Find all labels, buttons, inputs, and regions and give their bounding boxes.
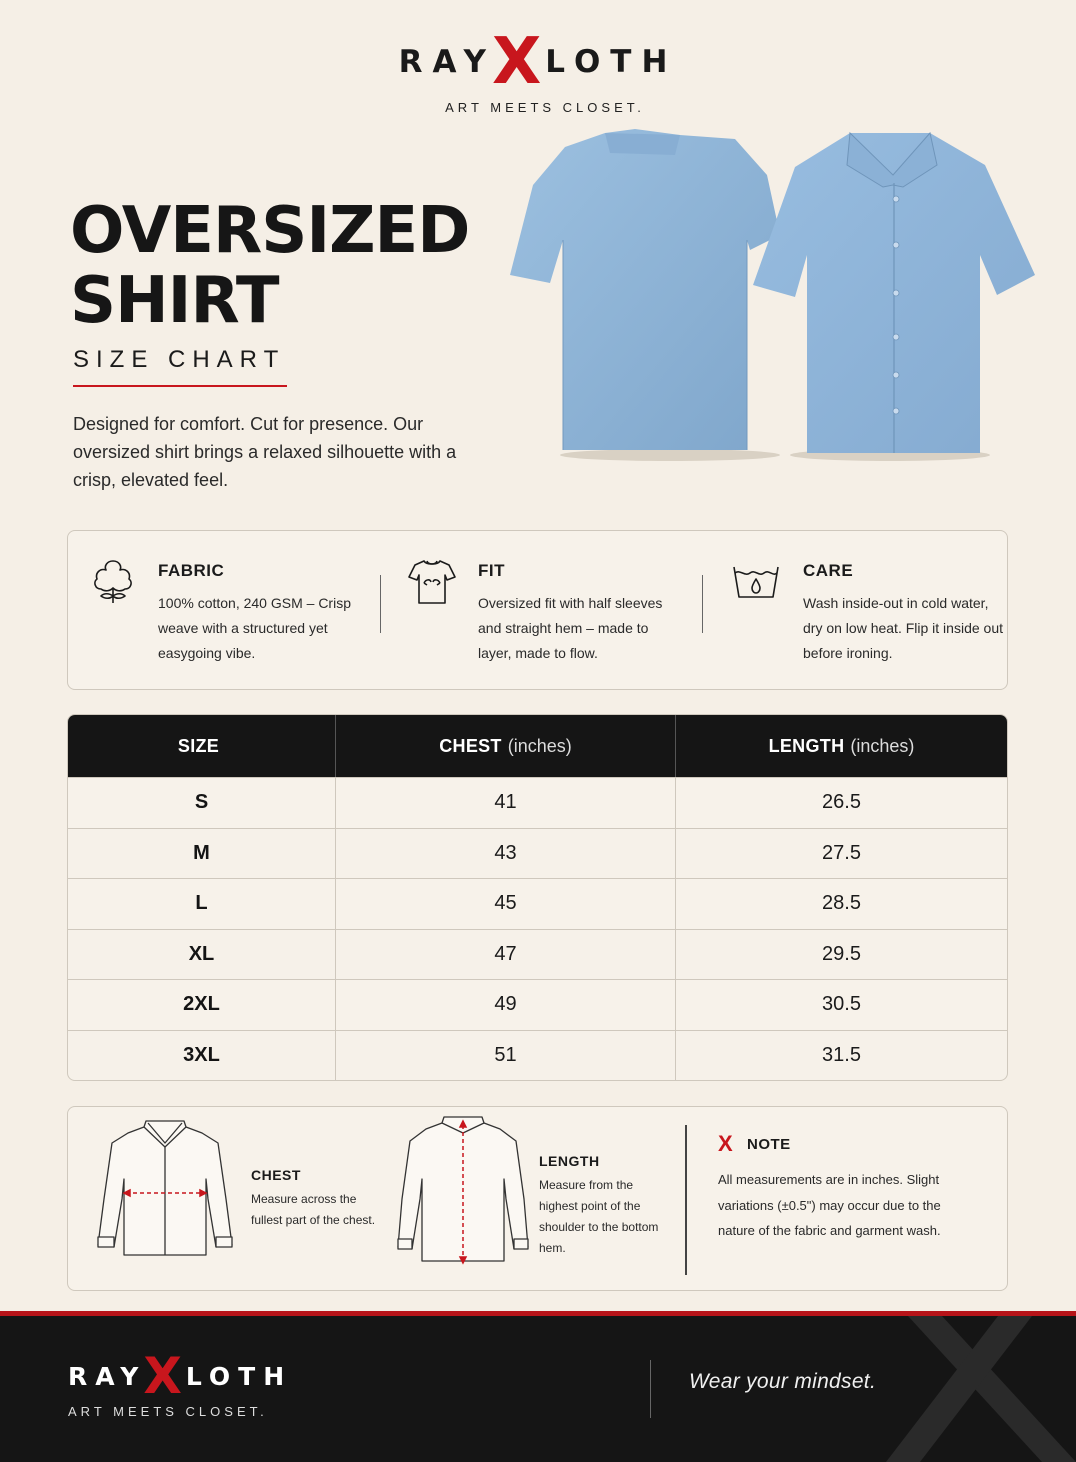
table-row bbox=[68, 929, 1007, 980]
chest-measure-diagram bbox=[92, 1119, 238, 1261]
note-title: NOTE bbox=[747, 1136, 791, 1153]
footer-logo bbox=[68, 1347, 293, 1419]
size-cell: 3XL bbox=[68, 1031, 336, 1081]
table-header bbox=[68, 715, 1007, 777]
table-row bbox=[68, 979, 1007, 1030]
chest-cell: 47 bbox=[336, 930, 676, 980]
footer-tagline: Wear your mindset. bbox=[689, 1370, 877, 1393]
table-row bbox=[68, 878, 1007, 929]
shirt-product-image bbox=[505, 125, 1045, 465]
header-chest bbox=[336, 715, 676, 777]
chest-cell: 49 bbox=[336, 980, 676, 1030]
measure-guide bbox=[67, 1106, 1008, 1291]
brand-name-left: RAY bbox=[398, 44, 496, 80]
table-row bbox=[68, 828, 1007, 879]
wash-care-icon bbox=[731, 555, 781, 607]
length-text: Measure from the highest point of the shoulder to the bottom hem. bbox=[539, 1178, 659, 1255]
header-length-unit: (inches) bbox=[850, 735, 915, 756]
chest-text: Measure across the fullest part of the chest. bbox=[251, 1192, 376, 1227]
table-row bbox=[68, 777, 1007, 828]
footer-brand-right: LOTH bbox=[185, 1361, 293, 1391]
header-size-label: SIZE bbox=[177, 735, 220, 756]
size-cell: XL bbox=[68, 930, 336, 980]
chest-cell: 41 bbox=[336, 778, 676, 828]
header-length-label: LENGTH bbox=[768, 735, 845, 756]
title-line-2: SHIRT bbox=[70, 264, 279, 338]
shirt-back-view bbox=[510, 129, 780, 461]
tshirt-fit-icon bbox=[407, 555, 457, 607]
feature-fit-text: Oversized fit with half sleeves and straight hem – made to layer, made to flow. bbox=[478, 595, 663, 661]
intro-text: Designed for comfort. Cut for presence. Our oversized shirt brings a relaxed silhouette with a crisp, elevated feel. bbox=[73, 414, 457, 490]
header-size bbox=[68, 715, 336, 777]
length-cell: 26.5 bbox=[822, 791, 861, 814]
feature-care-text: Wash inside-out in cold water, dry on low heat. Flip it inside out before ironing. bbox=[803, 595, 1003, 661]
note-text: All measurements are in inches. Slight variations (±0.5") may occur due to the nature of the fabric and garment wash. bbox=[718, 1172, 941, 1238]
feature-fabric bbox=[68, 531, 380, 691]
page-subtitle: SIZE CHART bbox=[73, 346, 286, 373]
header-chest-label: CHEST bbox=[439, 735, 502, 756]
length-cell: 31.5 bbox=[822, 1043, 861, 1066]
brand-tagline: ART MEETS CLOSET. bbox=[445, 100, 645, 115]
chest-cell: 51 bbox=[336, 1031, 676, 1081]
footer-divider bbox=[650, 1360, 651, 1418]
table-row bbox=[68, 1030, 1007, 1081]
feature-care bbox=[703, 531, 1008, 691]
title-line-1: OVERSIZED bbox=[70, 194, 470, 268]
length-measure-diagram bbox=[394, 1115, 532, 1267]
feature-fit bbox=[381, 531, 702, 691]
cotton-icon bbox=[88, 555, 138, 607]
size-chart-table bbox=[67, 714, 1008, 1081]
brand-name-right: LOTH bbox=[545, 44, 678, 80]
page-title bbox=[70, 196, 469, 336]
brand-x-mark: X bbox=[491, 25, 542, 99]
measure-divider bbox=[685, 1125, 687, 1275]
brand-logo bbox=[0, 25, 1076, 115]
chest-title: CHEST bbox=[251, 1167, 301, 1183]
title-underline bbox=[73, 385, 287, 387]
length-cell: 28.5 bbox=[822, 892, 861, 915]
size-cell: M bbox=[68, 829, 336, 879]
length-cell: 27.5 bbox=[822, 841, 861, 864]
footer bbox=[0, 1316, 1076, 1462]
footer-brand-left: RAY bbox=[68, 1361, 147, 1391]
header-chest-unit: (inches) bbox=[507, 735, 572, 756]
size-cell: L bbox=[68, 879, 336, 929]
shirt-front-view bbox=[753, 133, 1035, 461]
length-cell: 30.5 bbox=[822, 993, 861, 1016]
footer-brand-x: X bbox=[143, 1347, 182, 1405]
feature-fabric-text: 100% cotton, 240 GSM – Crisp weave with a structured yet easygoing vibe. bbox=[158, 595, 351, 661]
size-cell: 2XL bbox=[68, 980, 336, 1030]
chest-cell: 45 bbox=[336, 879, 676, 929]
footer-watermark-x-icon bbox=[880, 1316, 1076, 1462]
length-cell: 29.5 bbox=[822, 942, 861, 965]
size-cell: S bbox=[68, 778, 336, 828]
feature-panel bbox=[67, 530, 1008, 690]
length-title: LENGTH bbox=[539, 1153, 600, 1169]
feature-fabric-title: FABRIC bbox=[158, 561, 225, 580]
feature-care-title: CARE bbox=[803, 561, 854, 580]
feature-fit-title: FIT bbox=[478, 561, 505, 580]
header-length bbox=[676, 715, 1007, 777]
chest-cell: 43 bbox=[336, 829, 676, 879]
footer-brand-tagline: ART MEETS CLOSET. bbox=[68, 1404, 268, 1419]
note-x-icon: X bbox=[718, 1131, 733, 1156]
table-body bbox=[68, 777, 1007, 1080]
